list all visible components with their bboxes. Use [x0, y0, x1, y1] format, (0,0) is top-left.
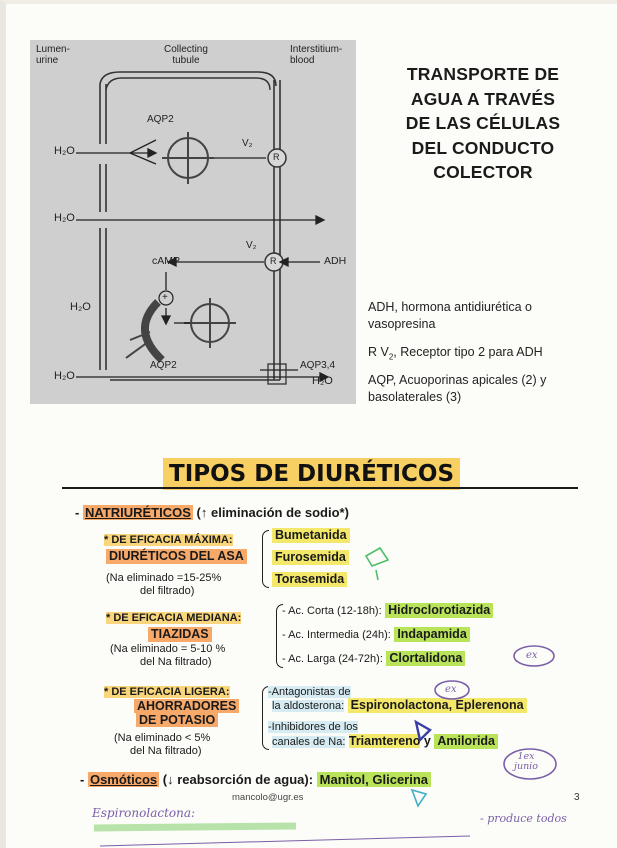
thiazide-short: - Ac. Corta (12-18h): Hidroclorotiazida	[282, 603, 493, 618]
label-aqp34: AQP3,4	[300, 360, 336, 371]
handwritten-note-1: Espironolactona:	[92, 806, 196, 820]
thiazide-long: - Ac. Larga (24-72h): Clortalidona	[282, 651, 465, 666]
note-adh: ADH, hormona antidiurética o vasopresina	[368, 300, 532, 331]
label-adh: ADH	[324, 255, 347, 267]
note-aqp: AQP, Acuoporinas apicales (2) y basolaterales (3)	[368, 373, 547, 404]
label-r-top: R	[273, 152, 280, 162]
label-h2o-2: H₂O	[54, 212, 75, 224]
label-v2-top: V₂	[242, 138, 253, 149]
highlight-stroke	[94, 826, 296, 828]
aldosterone-antagonists-label-1: -Antagonistas de	[268, 686, 351, 698]
label-v2-bottom: V₂	[246, 240, 257, 251]
label-lumen: Lumen- urine	[36, 44, 70, 66]
na-channel-label-1: -Inhibidores de los	[268, 721, 358, 733]
na-channel-inhibitors: canales de Na: Triamtereno y Amilorida	[272, 734, 498, 749]
title-line-4: DEL CONDUCTO	[411, 137, 555, 158]
max-efficacy-heading: * DE EFICACIA MÁXIMA:	[104, 534, 233, 546]
thiazide-intermediate: - Ac. Intermedia (24h): Indapamida	[282, 627, 470, 642]
med-na-line-1: (Na eliminado = 5-10 %	[110, 643, 226, 655]
pen-line	[100, 836, 470, 846]
k-sparing-name-2: DE POTASIO	[136, 713, 218, 727]
tick-mark-1	[376, 570, 378, 580]
low-efficacy-heading: * DE EFICACIA LIGERA:	[104, 686, 230, 698]
note-rv2: R $V_2$, Receptor tipo 2 para ADH	[368, 345, 543, 362]
handwritten-note-2: - produce todos	[480, 812, 567, 825]
label-camp: cAMP	[152, 255, 181, 267]
title-line-3: DE LAS CÉLULAS	[405, 113, 561, 133]
label-h2o-3: H₂O	[70, 301, 91, 313]
thiazides-name: TIAZIDAS	[148, 627, 212, 642]
drug-furosemida: Furosemida	[272, 550, 349, 565]
label-h2o-1: H₂O	[54, 145, 75, 157]
title-line-5: COLECTOR	[433, 162, 533, 182]
label-aqp2-bottom: AQP2	[150, 360, 177, 371]
k-sparing-name-1: AHORRADORES	[134, 699, 239, 713]
label-h2o-4: H₂O	[54, 370, 75, 382]
max-na-line-1: (Na eliminado =15-25%	[106, 572, 222, 584]
page-number: 3	[574, 792, 580, 803]
label-plus: +	[162, 292, 168, 303]
label-interstitium: Interstitium- blood	[290, 44, 343, 66]
loop-diuretics-name: DIURÉTICOS DEL ASA	[106, 549, 247, 564]
natriureticos-heading: - NATRIURÉTICOS (↑ eliminación de sodio*)	[75, 505, 349, 520]
title-line-1: TRANSPORTE DE	[406, 64, 560, 84]
osmoticos-heading: - Osmóticos (↓ reabsorción de agua): Manitol, Glicerina	[80, 772, 431, 787]
aldosterone-antagonists: la aldosterona: Espironolactona, Eplerenona	[272, 698, 527, 713]
low-na-line-2: del Na filtrado)	[130, 745, 202, 757]
drug-bumetanida: Bumetanida	[272, 528, 350, 543]
title-line-2: AGUA A TRAVÉS	[410, 88, 556, 109]
med-na-line-2: del Na filtrado)	[140, 656, 212, 668]
section-title: TIPOS DE DIURÉTICOS	[163, 458, 460, 490]
footer-email: mancolo@ugr.es	[232, 792, 304, 803]
triangle-mark-2	[416, 722, 430, 740]
label-r-bottom: R	[270, 256, 277, 266]
handwritten-ex-1: ex	[526, 650, 538, 661]
label-collecting-tubule: Collecting tubule	[164, 44, 208, 66]
label-aqp2-top: AQP2	[147, 114, 174, 125]
drug-torasemida: Torasemida	[272, 572, 347, 587]
triangle-mark-3	[412, 790, 426, 806]
max-na-line-2: del filtrado)	[140, 585, 195, 597]
low-na-line-1: (Na eliminado < 5%	[114, 732, 211, 744]
medium-efficacy-heading: * DE EFICACIA MEDIANA:	[106, 612, 242, 624]
triangle-mark-1	[366, 548, 388, 566]
handwritten-ex-junio: 1ex junio	[514, 751, 538, 772]
label-h2o-5: H₂O	[312, 375, 333, 387]
handwritten-ex-2: ex	[445, 684, 457, 695]
